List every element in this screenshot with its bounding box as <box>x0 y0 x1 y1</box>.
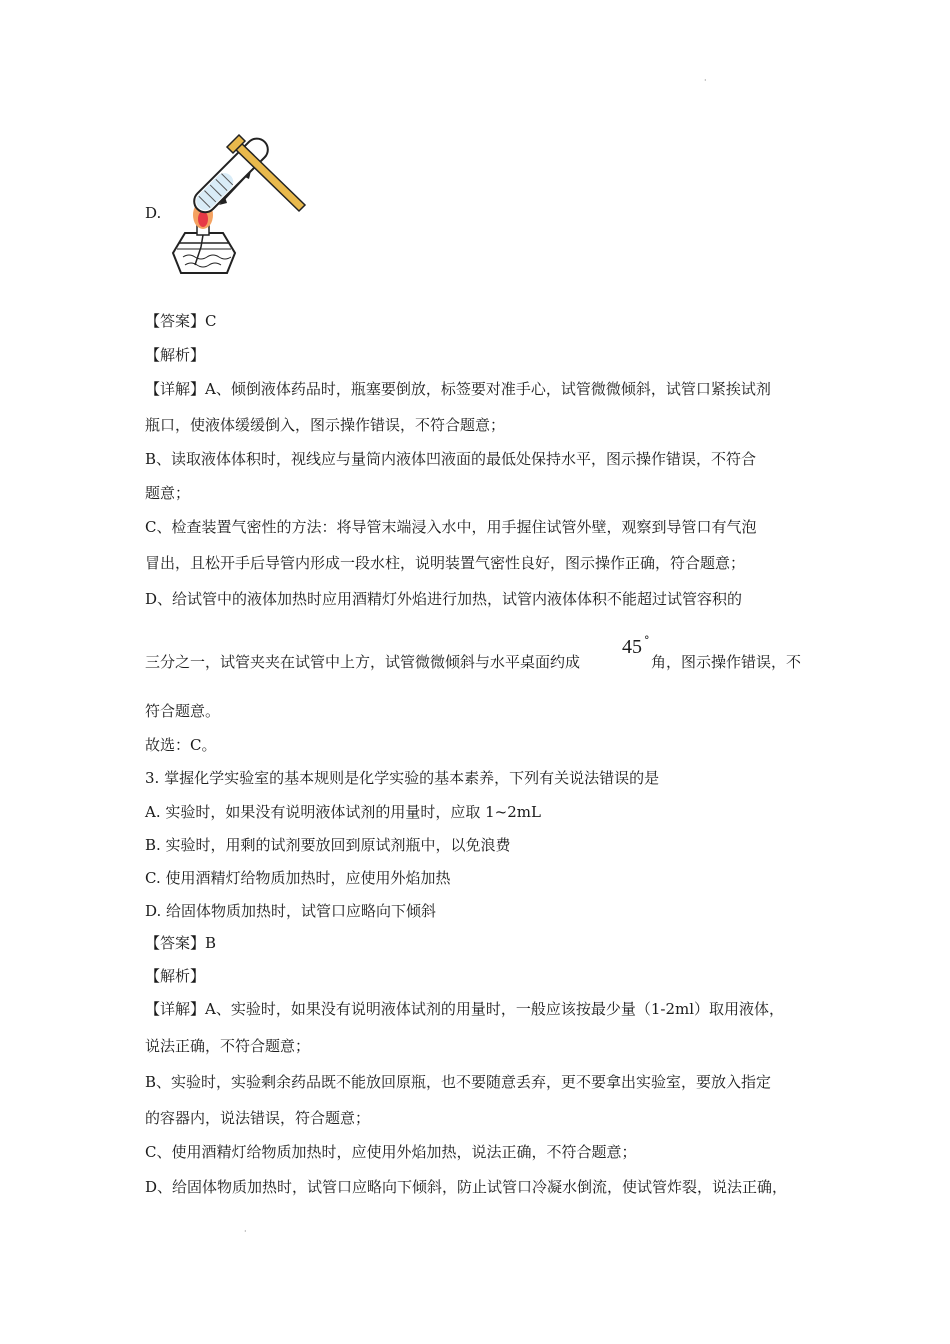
q2-detail-line: 【详解】A、倾倒液体药品时，瓶塞要倒放，标签要对准手心，试管微微倾斜，试管口紧挨试剂 <box>145 380 771 398</box>
q2-conclusion: 故选：C。 <box>145 736 217 754</box>
q2-detail-line: C、检查装置气密性的方法：将导管末端浸入水中，用手握住试管外壁，观察到导管口有气泡 <box>145 518 757 536</box>
option-d-label: D. <box>145 204 162 222</box>
q2-detail-line: 三分之一，试管夹夹在试管中上方，试管微微倾斜与水平桌面约成 <box>145 653 581 671</box>
q3-detail-line: C、使用酒精灯给物质加热时，应使用外焰加热，说法正确，不符合题意； <box>145 1143 637 1161</box>
q2-detail-line: 冒出，且松开手后导管内形成一段水柱，说明装置气密性良好，图示操作正确，符合题意； <box>145 554 746 572</box>
q3-stem: 3. 掌握化学实验室的基本规则是化学实验的基本素养，下列有关说法错误的是 <box>145 769 660 787</box>
degree-mark: ° <box>644 634 650 647</box>
q2-answer: 【答案】C <box>145 312 217 330</box>
q2-detail-line: 角，图示操作错误，不 <box>651 653 802 671</box>
q2-detail-line: 符合题意。 <box>145 702 221 720</box>
angle-value: 45 <box>622 636 642 658</box>
q2-detail-line: 题意； <box>145 484 191 502</box>
q3-answer: 【答案】B <box>145 934 217 952</box>
q3-detail-line: D、给固体物质加热时，试管口应略向下倾斜，防止试管口冷凝水倒流，使试管炸裂，说法正确， <box>145 1178 788 1196</box>
scan-dot: · <box>704 76 707 85</box>
q3-option-d: D. 给固体物质加热时，试管口应略向下倾斜 <box>145 902 437 920</box>
q3-detail-line: B、实验时，实验剩余药品既不能放回原瓶，也不要随意丢弃，更不要拿出实验室，要放入指定 <box>145 1073 772 1091</box>
q3-option-c: C. 使用酒精灯给物质加热时，应使用外焰加热 <box>145 869 451 887</box>
q2-detail-line: B、读取液体体积时，视线应与量筒内液体凹液面的最低处保持水平，图示操作错误，不符合 <box>145 450 757 468</box>
q3-option-b: B. 实验时，用剩的试剂要放回到原试剂瓶中，以免浪费 <box>145 836 511 854</box>
q2-detail-line: 瓶口，使液体缓缓倒入，图示操作错误，不符合题意； <box>145 416 506 434</box>
q3-detail-line: 的容器内，说法错误，符合题意； <box>145 1109 371 1127</box>
q3-detail-line: 【详解】A、实验时，如果没有说明液体试剂的用量时，一般应该按最少量（1-2ml）取用液体， <box>145 1000 785 1018</box>
scan-dot: · <box>244 1227 247 1236</box>
test-tube-heating-icon <box>165 125 310 280</box>
q3-analysis-heading: 【解析】 <box>145 967 206 985</box>
q3-detail-line: 说法正确，不符合题意； <box>145 1037 311 1055</box>
q2-analysis-heading: 【解析】 <box>145 346 206 364</box>
q3-option-a: A. 实验时，如果没有说明液体试剂的用量时，应取 1~2mL <box>145 803 541 821</box>
q2-detail-line: D、给试管中的液体加热时应用酒精灯外焰进行加热，试管内液体体积不能超过试管容积的 <box>145 590 743 608</box>
